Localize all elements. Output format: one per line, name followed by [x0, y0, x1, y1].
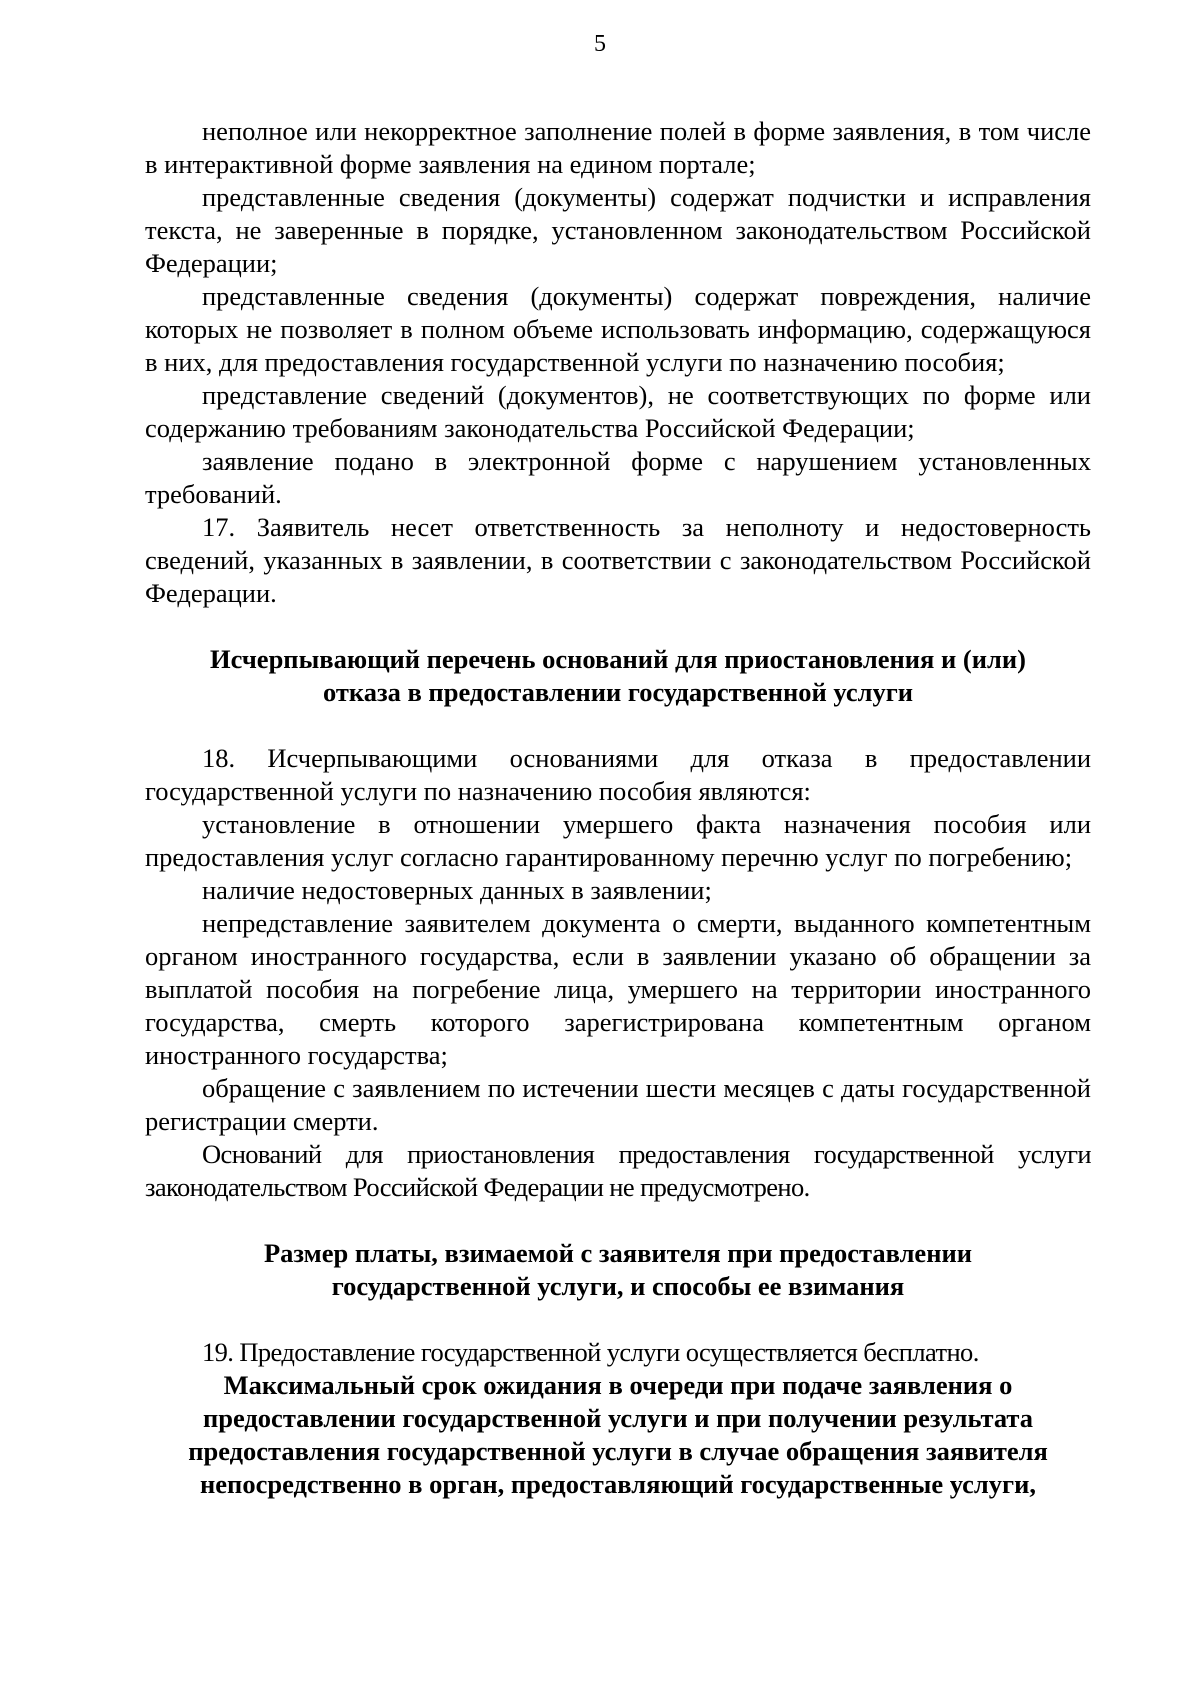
- paragraph-erasures: представленные сведения (документы) содержат подчистки и исправления текста, не заверенные в порядке, установленном законодательством Российской Федерации;: [145, 182, 1091, 278]
- heading-line: государственной услуги, и способы ее взимания: [331, 1271, 905, 1301]
- paragraph-false-data: наличие недостоверных данных в заявлении;: [202, 875, 712, 905]
- heading-line: отказа в предоставлении государственной услуги: [322, 677, 914, 707]
- paragraph-19-free-of-charge: 19. Предоставление государственной услуги осуществляется бесплатно.: [202, 1337, 979, 1367]
- section-heading-queue-waiting-time: [145, 1369, 1091, 1501]
- paragraph-six-months-expired: обращение с заявлением по истечении шести месяцев с даты государственной регистрации смерти.: [145, 1073, 1091, 1136]
- heading-line: Исчерпывающий перечень оснований для приостановления и (или): [210, 644, 1026, 674]
- paragraph-incomplete-form: неполное или некорректное заполнение полей в форме заявления, в том числе в интерактивной форме заявления на едином портале;: [145, 116, 1091, 179]
- paragraph-18-refusal-grounds: 18. Исчерпывающими основаниями для отказа в предоставлении государственной услуги по назначению пособия являются:: [145, 743, 1091, 806]
- heading-line: Максимальный срок ожидания в очереди при подаче заявления о: [223, 1370, 1013, 1400]
- paragraph-17-responsibility: 17. Заявитель несет ответственность за неполноту и недостоверность сведений, указанных в заявлении, в соответствии с законодательством Российской Федерации.: [145, 512, 1091, 608]
- paragraph-nonconforming-documents: представление сведений (документов), не соответствующих по форме или содержанию требованиям законодательства Российской Федерации;: [145, 380, 1091, 443]
- heading-line: непосредственно в орган, предоставляющий государственные услуги,: [200, 1469, 1036, 1499]
- heading-line: предоставлении государственной услуги и при получении результата: [202, 1403, 1033, 1433]
- paragraph-no-suspension-grounds: Оснований для приостановления предоставления государственной услуги законодательством Российской Федерации не предусмотрено.: [145, 1139, 1091, 1202]
- section-heading-fee: [145, 1237, 1091, 1303]
- page-number: 5: [594, 31, 606, 57]
- paragraph-already-assigned: установление в отношении умершего факта назначения пособия или предоставления услуг согласно гарантированному перечню услуг по погребению;: [145, 809, 1091, 872]
- paragraph-electronic-violation: заявление подано в электронной форме с нарушением установленных требований.: [145, 446, 1091, 509]
- heading-line: предоставления государственной услуги в случае обращения заявителя: [188, 1436, 1048, 1466]
- heading-line: Размер платы, взимаемой с заявителя при предоставлении: [263, 1238, 973, 1268]
- section-heading-refusal-grounds: [145, 643, 1091, 709]
- document-body: [145, 115, 1091, 1501]
- paragraph-damage: представленные сведения (документы) содержат повреждения, наличие которых не позволяет в полном объеме использовать информацию, содержащуюся в них, для предоставления государственной услуги по назначению пособия;: [145, 281, 1091, 377]
- paragraph-no-death-document: непредставление заявителем документа о смерти, выданного компетентным органом иностранного государства, если в заявлении указано об обращении за выплатой пособия на погребение лица, умершего на территории иностранного государства, смерть которого зарегистрирована компетентным органом иностранного государства;: [145, 908, 1091, 1070]
